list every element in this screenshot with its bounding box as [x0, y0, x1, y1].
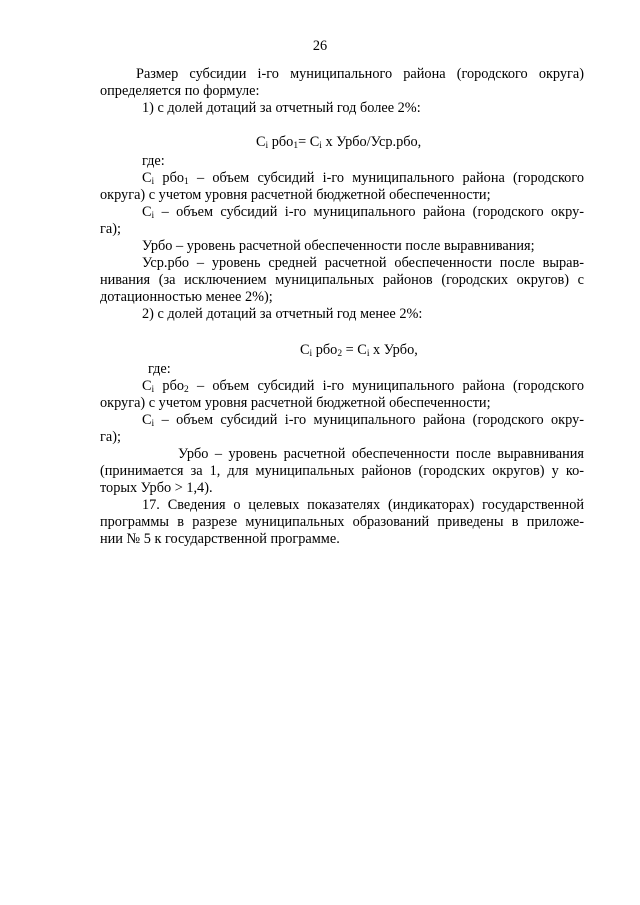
definition-line: округа) с учетом уровня расчетной бюджетной обеспеченности;: [100, 187, 491, 203]
definition-line: округа) с учетом уровня расчетной бюджетной обеспеченности;: [100, 395, 491, 411]
list-item-label: 1) с долей дотаций за отчетный год более 2%:: [142, 100, 421, 116]
paragraph-line: определяется по формуле:: [100, 83, 260, 99]
definition-line: Урбо – уровень расчетной обеспеченности после выравнивания: [178, 446, 584, 462]
definition-line: $C_i$ – объем субсидий i-го муниципального района (городского окру-: [142, 204, 584, 221]
definition-line: нивания (за исключением муниципальных районов (городских округов) с: [100, 272, 584, 288]
paragraph-line: программы в разрезе муниципальных образований приведены в приложе-: [100, 514, 584, 530]
where-label: где:: [142, 153, 165, 169]
definition-line: Уср.рбо – уровень средней расчетной обеспеченности после вырав-: [142, 255, 584, 271]
definition-line: торых Урбо > 1,4).: [100, 480, 213, 496]
list-item-label: 2) с долей дотаций за отчетный год менее 2%:: [142, 306, 423, 322]
paragraph-line: нии № 5 к государственной программе.: [100, 531, 340, 547]
where-label: где:: [148, 361, 171, 377]
page-number: 26: [312, 38, 328, 54]
paragraph-line: 17. Сведения о целевых показателях (индикаторах) государственной: [142, 497, 584, 513]
definition-line: $C_i$ рбо$_2$ – объем субсидий i-го муниципального района (городского: [142, 378, 584, 395]
definition-line: $C_i$ – объем субсидий i-го муниципального района (городского окру-: [142, 412, 584, 429]
definition-line: га);: [100, 429, 121, 445]
definition-line: га);: [100, 221, 121, 237]
definition-line: дотационностью менее 2%);: [100, 289, 273, 305]
paragraph-line: Размер субсидии i-го муниципального района (городского округа): [136, 66, 584, 82]
formula: $C_i$ $рбо_1= C_i$ x Урбо/Уср.рбо,: [256, 134, 422, 151]
definition-line: (принимается за 1, для муниципальных районов (городских округов) у ко-: [100, 463, 584, 479]
formula: $C_i$ $рбо_2 = C_i$ x Урбо,: [300, 342, 418, 359]
definition-line: Урбо – уровень расчетной обеспеченности после выравнивания;: [142, 238, 535, 254]
definition-line: $C_i$ рбо$_1$ – объем субсидий i-го муниципального района (городского: [142, 170, 584, 187]
